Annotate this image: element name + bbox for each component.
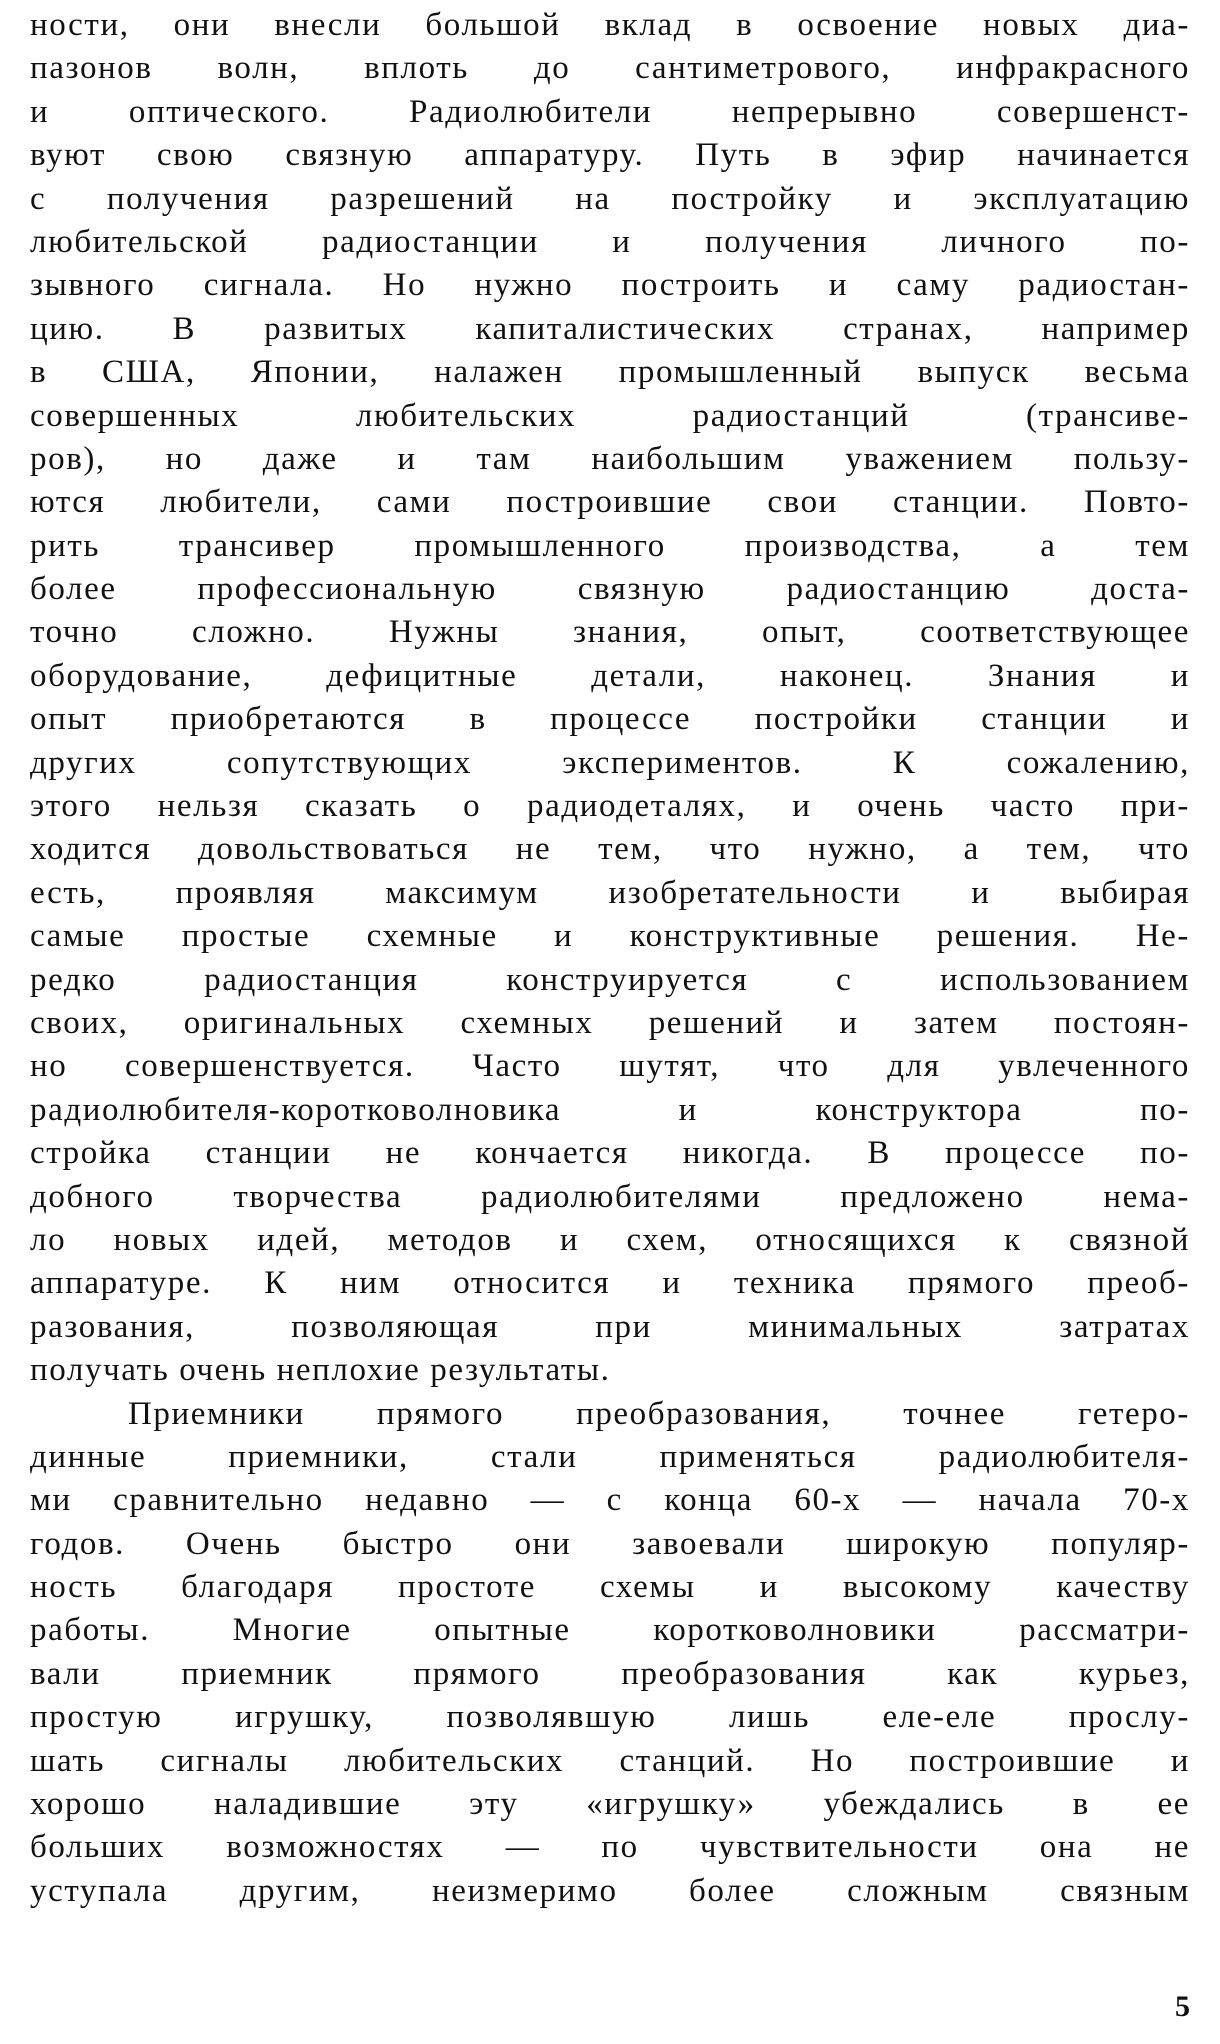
text-line: этого нельзя сказать о радиодеталях, и очень часто при- [30, 788, 1190, 825]
text-line: совершенных любительских радиостанций (трансиве- [30, 397, 1190, 434]
text-line: ходится довольствоваться не тем, что нужно, а тем, что [30, 831, 1190, 868]
text-line: других сопутствующих экспериментов. К сожалению, [30, 744, 1190, 781]
text-line: более профессиональную связную радиостанцию доста- [30, 571, 1190, 608]
text-line: опыт приобретаются в процессе постройки станции и [30, 701, 1190, 738]
text-line: с получения разрешений на постройку и эксплуатацию [30, 180, 1190, 217]
text-line: пазонов волн, вплоть до сантиметрового, инфракрасного [30, 50, 1190, 87]
text-line: цию. В развитых капиталистических странах, например [30, 310, 1190, 347]
text-line: добного творчества радиолюбителями предложено нема- [30, 1178, 1190, 1215]
text-line: уступала другим, неизмеримо более сложным связным [30, 1872, 1190, 1909]
text-line: рить трансивер промышленного производства, а тем [30, 527, 1190, 564]
text-line: Приемники прямого преобразования, точнее гетеро- [128, 1395, 1190, 1432]
text-line: шать сигналы любительских станций. Но построившие и [30, 1742, 1190, 1779]
text-line: любительской радиостанции и получения личного по- [30, 223, 1190, 260]
text-line: ло новых идей, методов и схем, относящихся к связной [30, 1221, 1190, 1258]
text-line: ров), но даже и там наибольшим уважением пользу- [30, 440, 1190, 477]
text-line: точно сложно. Нужны знания, опыт, соответствующее [30, 614, 1190, 651]
text-line: вали приемник прямого преобразования как курьез, [30, 1655, 1190, 1692]
text-line: в США, Японии, налажен промышленный выпуск весьма [30, 354, 1190, 391]
text-line: вуют свою связную аппаратуру. Путь в эфир начинается [30, 137, 1190, 174]
page-number: 5 [1175, 1990, 1190, 2023]
text-line: работы. Многие опытные коротковолновики рассматри- [30, 1612, 1190, 1649]
text-line: простую игрушку, позволявшую лишь еле-еле прослу- [30, 1699, 1190, 1736]
text-line: но совершенствуется. Часто шутят, что для увлеченного [30, 1048, 1190, 1085]
text-line: оборудование, дефицитные детали, наконец. Знания и [30, 657, 1190, 694]
text-line: получать очень неплохие результаты. [30, 1352, 611, 1389]
text-line: аппаратуре. К ним относится и техника прямого преоб- [30, 1265, 1190, 1302]
text-line: хорошо наладившие эту «игрушку» убеждались в ее [30, 1786, 1190, 1823]
text-line: зывного сигнала. Но нужно построить и саму радиостан- [30, 267, 1190, 304]
text-line: своих, оригинальных схемных решений и затем постоян- [30, 1004, 1190, 1041]
text-line: разования, позволяющая при минимальных затратах [30, 1308, 1190, 1345]
text-line: и оптического. Радиолюбители непрерывно совершенст- [30, 93, 1190, 130]
text-line: радиолюбителя-коротковолновика и конструктора по- [30, 1091, 1190, 1128]
paragraph-2 [30, 1393, 1190, 1914]
text-line: ми сравнительно недавно — с конца 60-х — начала 70-х [30, 1482, 1190, 1519]
text-line: годов. Очень быстро они завоевали широкую популяр- [30, 1525, 1190, 1562]
paragraph-1 [30, 4, 1190, 1393]
text-line: ются любители, сами построившие свои станции. Повто- [30, 484, 1190, 521]
text-line: редко радиостанция конструируется с использованием [30, 961, 1190, 998]
text-line: стройка станции не кончается никогда. В процессе по- [30, 1135, 1190, 1172]
text-line: ность благодаря простоте схемы и высокому качеству [30, 1569, 1190, 1606]
text-line: динные приемники, стали применяться радиолюбителя- [30, 1438, 1190, 1475]
text-line: ности, они внесли большой вклад в освоение новых диа- [30, 7, 1190, 43]
text-line: больших возможностях — по чувствительности она не [30, 1829, 1190, 1866]
text-line: самые простые схемные и конструктивные решения. Не- [30, 918, 1190, 955]
page-text [30, 4, 1190, 1913]
text-line: есть, проявляя максимум изобретательности и выбирая [30, 874, 1190, 911]
